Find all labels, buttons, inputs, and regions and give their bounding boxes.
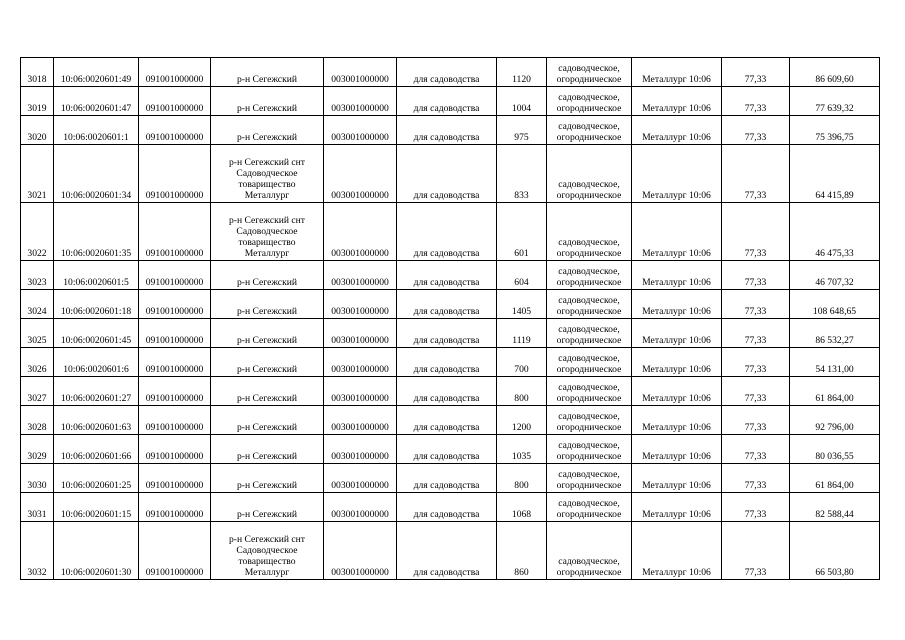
table-row xyxy=(21,522,880,580)
cell-land-category-line: садоводческое, xyxy=(558,266,620,277)
cell-land-category xyxy=(547,522,632,580)
cell-land-category-line: садоводческое, xyxy=(558,63,620,74)
cell-address-line: товарищество xyxy=(238,237,296,248)
cell-oktmo-code: 003001000000 xyxy=(324,377,397,406)
cell-land-category-line: огородническое xyxy=(556,132,622,143)
cell-okato-code: 091001000000 xyxy=(139,145,211,203)
cell-land-category-line: садоводческое, xyxy=(558,556,620,567)
cell-specific-value: 77,33 xyxy=(722,319,790,348)
cell-land-category-line: огородническое xyxy=(556,306,622,317)
cell-zone: Металлург 10:06 xyxy=(632,116,722,145)
cell-address-line: Металлург xyxy=(244,190,290,201)
cell-record-number: 3019 xyxy=(21,87,54,116)
cell-okato-code: 091001000000 xyxy=(139,116,211,145)
cell-cadastral-number: 10:06:0020601:18 xyxy=(54,290,139,319)
cell-okato-code: 091001000000 xyxy=(139,348,211,377)
cell-address-line: р-н Сегежский xyxy=(236,509,297,520)
cell-oktmo-code: 003001000000 xyxy=(324,464,397,493)
cell-cadastral-value: 54 131,00 xyxy=(790,348,880,377)
cell-cadastral-number: 10:06:0020601:5 xyxy=(54,261,139,290)
cell-land-category-line: огородническое xyxy=(556,451,622,462)
cell-cadastral-number: 10:06:0020601:27 xyxy=(54,377,139,406)
cell-address-line: р-н Сегежский xyxy=(236,74,297,85)
cell-permitted-use: для садоводства xyxy=(397,261,497,290)
cell-land-category-line: огородническое xyxy=(556,509,622,520)
cell-permitted-use: для садоводства xyxy=(397,87,497,116)
cell-land-category-line: огородническое xyxy=(556,190,622,201)
table-row xyxy=(21,116,880,145)
cell-land-category-line: садоводческое, xyxy=(558,411,620,422)
cell-address-line: р-н Сегежский xyxy=(236,335,297,346)
cell-specific-value: 77,33 xyxy=(722,522,790,580)
cell-address xyxy=(211,203,324,261)
cell-permitted-use: для садоводства xyxy=(397,406,497,435)
cell-record-number: 3018 xyxy=(21,58,54,87)
cell-specific-value: 77,33 xyxy=(722,464,790,493)
cell-record-number: 3031 xyxy=(21,493,54,522)
cell-record-number: 3023 xyxy=(21,261,54,290)
cell-area: 1405 xyxy=(497,290,547,319)
cell-land-category xyxy=(547,261,632,290)
cell-zone: Металлург 10:06 xyxy=(632,406,722,435)
table-row xyxy=(21,319,880,348)
cell-specific-value: 77,33 xyxy=(722,290,790,319)
cell-cadastral-value: 80 036,55 xyxy=(790,435,880,464)
cell-record-number: 3021 xyxy=(21,145,54,203)
cell-address-line: Металлург xyxy=(244,248,290,259)
cell-land-category-line: огородническое xyxy=(556,567,622,578)
cell-land-category xyxy=(547,493,632,522)
cell-zone: Металлург 10:06 xyxy=(632,464,722,493)
table-row xyxy=(21,87,880,116)
cell-zone: Металлург 10:06 xyxy=(632,203,722,261)
cell-record-number: 3024 xyxy=(21,290,54,319)
cell-cadastral-number: 10:06:0020601:15 xyxy=(54,493,139,522)
cell-area: 833 xyxy=(497,145,547,203)
cell-address-line: р-н Сегежский xyxy=(236,306,297,317)
cell-permitted-use: для садоводства xyxy=(397,58,497,87)
cell-permitted-use: для садоводства xyxy=(397,319,497,348)
cell-address-line: р-н Сегежский xyxy=(236,393,297,404)
table-row xyxy=(21,464,880,493)
cell-address-line: товарищество xyxy=(238,556,296,567)
cell-zone: Металлург 10:06 xyxy=(632,261,722,290)
cell-address-line: товарищество xyxy=(238,179,296,190)
cell-specific-value: 77,33 xyxy=(722,203,790,261)
cell-address-line: Садоводческое xyxy=(236,545,298,556)
cell-specific-value: 77,33 xyxy=(722,116,790,145)
cell-address xyxy=(211,435,324,464)
cell-land-category-line: садоводческое, xyxy=(558,353,620,364)
cell-address xyxy=(211,348,324,377)
cell-permitted-use: для садоводства xyxy=(397,203,497,261)
cell-address xyxy=(211,319,324,348)
cell-cadastral-value: 75 396,75 xyxy=(790,116,880,145)
cadastral-value-table xyxy=(20,57,880,580)
cell-land-category-line: огородническое xyxy=(556,393,622,404)
cell-oktmo-code: 003001000000 xyxy=(324,203,397,261)
cell-oktmo-code: 003001000000 xyxy=(324,58,397,87)
cell-land-category xyxy=(547,145,632,203)
cell-okato-code: 091001000000 xyxy=(139,377,211,406)
cell-cadastral-number: 10:06:0020601:34 xyxy=(54,145,139,203)
cell-address-line: р-н Сегежский снт xyxy=(229,157,305,168)
cell-land-category xyxy=(547,348,632,377)
cell-zone: Металлург 10:06 xyxy=(632,435,722,464)
cell-area: 700 xyxy=(497,348,547,377)
table-row xyxy=(21,377,880,406)
cell-permitted-use: для садоводства xyxy=(397,464,497,493)
cell-area: 800 xyxy=(497,377,547,406)
cell-land-category-line: садоводческое, xyxy=(558,237,620,248)
cell-cadastral-number: 10:06:0020601:66 xyxy=(54,435,139,464)
cell-address xyxy=(211,261,324,290)
cell-okato-code: 091001000000 xyxy=(139,406,211,435)
table-row xyxy=(21,406,880,435)
cell-oktmo-code: 003001000000 xyxy=(324,406,397,435)
cell-cadastral-value: 77 639,32 xyxy=(790,87,880,116)
cell-okato-code: 091001000000 xyxy=(139,203,211,261)
cell-cadastral-number: 10:06:0020601:30 xyxy=(54,522,139,580)
cell-okato-code: 091001000000 xyxy=(139,522,211,580)
cell-address xyxy=(211,116,324,145)
cell-cadastral-value: 46 475,33 xyxy=(790,203,880,261)
cell-area: 601 xyxy=(497,203,547,261)
cell-specific-value: 77,33 xyxy=(722,261,790,290)
cell-land-category-line: садоводческое, xyxy=(558,295,620,306)
cell-land-category-line: садоводческое, xyxy=(558,179,620,190)
cell-specific-value: 77,33 xyxy=(722,145,790,203)
cell-land-category-line: садоводческое, xyxy=(558,324,620,335)
cell-cadastral-value: 66 503,80 xyxy=(790,522,880,580)
cell-oktmo-code: 003001000000 xyxy=(324,522,397,580)
cell-address-line: р-н Сегежский xyxy=(236,422,297,433)
cell-address-line: Садоводческое xyxy=(236,226,298,237)
cell-address xyxy=(211,145,324,203)
cell-land-category xyxy=(547,203,632,261)
cell-cadastral-value: 82 588,44 xyxy=(790,493,880,522)
cell-land-category-line: огородническое xyxy=(556,74,622,85)
cell-land-category-line: огородническое xyxy=(556,248,622,259)
cell-land-category-line: огородническое xyxy=(556,335,622,346)
cell-land-category-line: огородническое xyxy=(556,480,622,491)
cell-land-category-line: садоводческое, xyxy=(558,498,620,509)
cell-land-category xyxy=(547,435,632,464)
cell-permitted-use: для садоводства xyxy=(397,290,497,319)
cell-specific-value: 77,33 xyxy=(722,435,790,464)
cell-cadastral-value: 86 609,60 xyxy=(790,58,880,87)
table-row xyxy=(21,58,880,87)
cell-record-number: 3026 xyxy=(21,348,54,377)
cell-address xyxy=(211,522,324,580)
cell-address-line: р-н Сегежский снт xyxy=(229,534,305,545)
cell-address xyxy=(211,406,324,435)
cell-cadastral-number: 10:06:0020601:25 xyxy=(54,464,139,493)
cell-land-category-line: огородническое xyxy=(556,277,622,288)
cell-zone: Металлург 10:06 xyxy=(632,58,722,87)
cell-permitted-use: для садоводства xyxy=(397,116,497,145)
cell-record-number: 3022 xyxy=(21,203,54,261)
cell-cadastral-value: 64 415,89 xyxy=(790,145,880,203)
cell-zone: Металлург 10:06 xyxy=(632,290,722,319)
cell-okato-code: 091001000000 xyxy=(139,493,211,522)
cell-okato-code: 091001000000 xyxy=(139,319,211,348)
table-row xyxy=(21,348,880,377)
cell-zone: Металлург 10:06 xyxy=(632,348,722,377)
cell-cadastral-value: 61 864,00 xyxy=(790,377,880,406)
cell-cadastral-value: 108 648,65 xyxy=(790,290,880,319)
cell-okato-code: 091001000000 xyxy=(139,435,211,464)
cell-land-category xyxy=(547,406,632,435)
cell-address xyxy=(211,464,324,493)
cell-okato-code: 091001000000 xyxy=(139,87,211,116)
cell-okato-code: 091001000000 xyxy=(139,58,211,87)
cell-address-line: Садоводческое xyxy=(236,168,298,179)
cell-specific-value: 77,33 xyxy=(722,87,790,116)
cell-area: 1004 xyxy=(497,87,547,116)
cell-permitted-use: для садоводства xyxy=(397,522,497,580)
cell-address-line: р-н Сегежский xyxy=(236,451,297,462)
cell-land-category-line: огородническое xyxy=(556,422,622,433)
cell-cadastral-value: 92 796,00 xyxy=(790,406,880,435)
cell-permitted-use: для садоводства xyxy=(397,435,497,464)
cell-specific-value: 77,33 xyxy=(722,377,790,406)
cell-record-number: 3032 xyxy=(21,522,54,580)
cell-specific-value: 77,33 xyxy=(722,493,790,522)
cell-area: 860 xyxy=(497,522,547,580)
cell-okato-code: 091001000000 xyxy=(139,290,211,319)
cell-land-category xyxy=(547,290,632,319)
cell-cadastral-number: 10:06:0020601:1 xyxy=(54,116,139,145)
cell-area: 1035 xyxy=(497,435,547,464)
cell-cadastral-value: 46 707,32 xyxy=(790,261,880,290)
cell-area: 1068 xyxy=(497,493,547,522)
cell-cadastral-number: 10:06:0020601:35 xyxy=(54,203,139,261)
cell-cadastral-value: 61 864,00 xyxy=(790,464,880,493)
cell-land-category xyxy=(547,116,632,145)
table-row xyxy=(21,203,880,261)
cell-address-line: р-н Сегежский xyxy=(236,132,297,143)
cell-record-number: 3029 xyxy=(21,435,54,464)
cell-record-number: 3028 xyxy=(21,406,54,435)
cell-address-line: р-н Сегежский снт xyxy=(229,215,305,226)
cell-area: 1119 xyxy=(497,319,547,348)
cell-address-line: р-н Сегежский xyxy=(236,364,297,375)
table-row xyxy=(21,290,880,319)
cell-cadastral-number: 10:06:0020601:47 xyxy=(54,87,139,116)
cell-record-number: 3027 xyxy=(21,377,54,406)
cell-specific-value: 77,33 xyxy=(722,406,790,435)
cell-cadastral-number: 10:06:0020601:49 xyxy=(54,58,139,87)
cell-oktmo-code: 003001000000 xyxy=(324,261,397,290)
cell-zone: Металлург 10:06 xyxy=(632,319,722,348)
cell-zone: Металлург 10:06 xyxy=(632,145,722,203)
cell-permitted-use: для садоводства xyxy=(397,145,497,203)
cell-land-category xyxy=(547,87,632,116)
cell-record-number: 3030 xyxy=(21,464,54,493)
cell-oktmo-code: 003001000000 xyxy=(324,348,397,377)
cell-land-category xyxy=(547,377,632,406)
cell-cadastral-number: 10:06:0020601:45 xyxy=(54,319,139,348)
cell-permitted-use: для садоводства xyxy=(397,377,497,406)
cell-land-category-line: огородническое xyxy=(556,364,622,375)
cell-address xyxy=(211,290,324,319)
cell-oktmo-code: 003001000000 xyxy=(324,319,397,348)
table-row xyxy=(21,435,880,464)
cell-cadastral-value: 86 532,27 xyxy=(790,319,880,348)
cell-land-category-line: садоводческое, xyxy=(558,92,620,103)
cell-address-line: р-н Сегежский xyxy=(236,277,297,288)
cell-oktmo-code: 003001000000 xyxy=(324,87,397,116)
cell-address xyxy=(211,377,324,406)
cell-record-number: 3020 xyxy=(21,116,54,145)
cell-specific-value: 77,33 xyxy=(722,348,790,377)
cell-okato-code: 091001000000 xyxy=(139,261,211,290)
table-row xyxy=(21,145,880,203)
cell-land-category-line: садоводческое, xyxy=(558,469,620,480)
cell-land-category-line: садоводческое, xyxy=(558,440,620,451)
cell-land-category xyxy=(547,58,632,87)
cell-address xyxy=(211,493,324,522)
cell-land-category xyxy=(547,464,632,493)
cell-land-category-line: огородническое xyxy=(556,103,622,114)
cell-address-line: Металлург xyxy=(244,567,290,578)
cell-address xyxy=(211,87,324,116)
cell-address-line: р-н Сегежский xyxy=(236,480,297,491)
table-row xyxy=(21,261,880,290)
cell-oktmo-code: 003001000000 xyxy=(324,290,397,319)
cell-cadastral-number: 10:06:0020601:6 xyxy=(54,348,139,377)
cell-zone: Металлург 10:06 xyxy=(632,493,722,522)
cell-permitted-use: для садоводства xyxy=(397,348,497,377)
cell-okato-code: 091001000000 xyxy=(139,464,211,493)
cell-cadastral-number: 10:06:0020601:63 xyxy=(54,406,139,435)
cell-land-category xyxy=(547,319,632,348)
cell-zone: Металлург 10:06 xyxy=(632,87,722,116)
cell-land-category-line: садоводческое, xyxy=(558,382,620,393)
cell-specific-value: 77,33 xyxy=(722,58,790,87)
cell-permitted-use: для садоводства xyxy=(397,493,497,522)
cell-oktmo-code: 003001000000 xyxy=(324,145,397,203)
table-row xyxy=(21,493,880,522)
cell-address xyxy=(211,58,324,87)
cell-area: 975 xyxy=(497,116,547,145)
cell-address-line: р-н Сегежский xyxy=(236,103,297,114)
cell-oktmo-code: 003001000000 xyxy=(324,116,397,145)
cell-area: 1120 xyxy=(497,58,547,87)
cell-zone: Металлург 10:06 xyxy=(632,522,722,580)
cell-area: 800 xyxy=(497,464,547,493)
table-body xyxy=(21,58,880,580)
cell-area: 1200 xyxy=(497,406,547,435)
cell-zone: Металлург 10:06 xyxy=(632,377,722,406)
cell-oktmo-code: 003001000000 xyxy=(324,493,397,522)
cell-oktmo-code: 003001000000 xyxy=(324,435,397,464)
cell-area: 604 xyxy=(497,261,547,290)
cell-record-number: 3025 xyxy=(21,319,54,348)
cell-land-category-line: садоводческое, xyxy=(558,121,620,132)
